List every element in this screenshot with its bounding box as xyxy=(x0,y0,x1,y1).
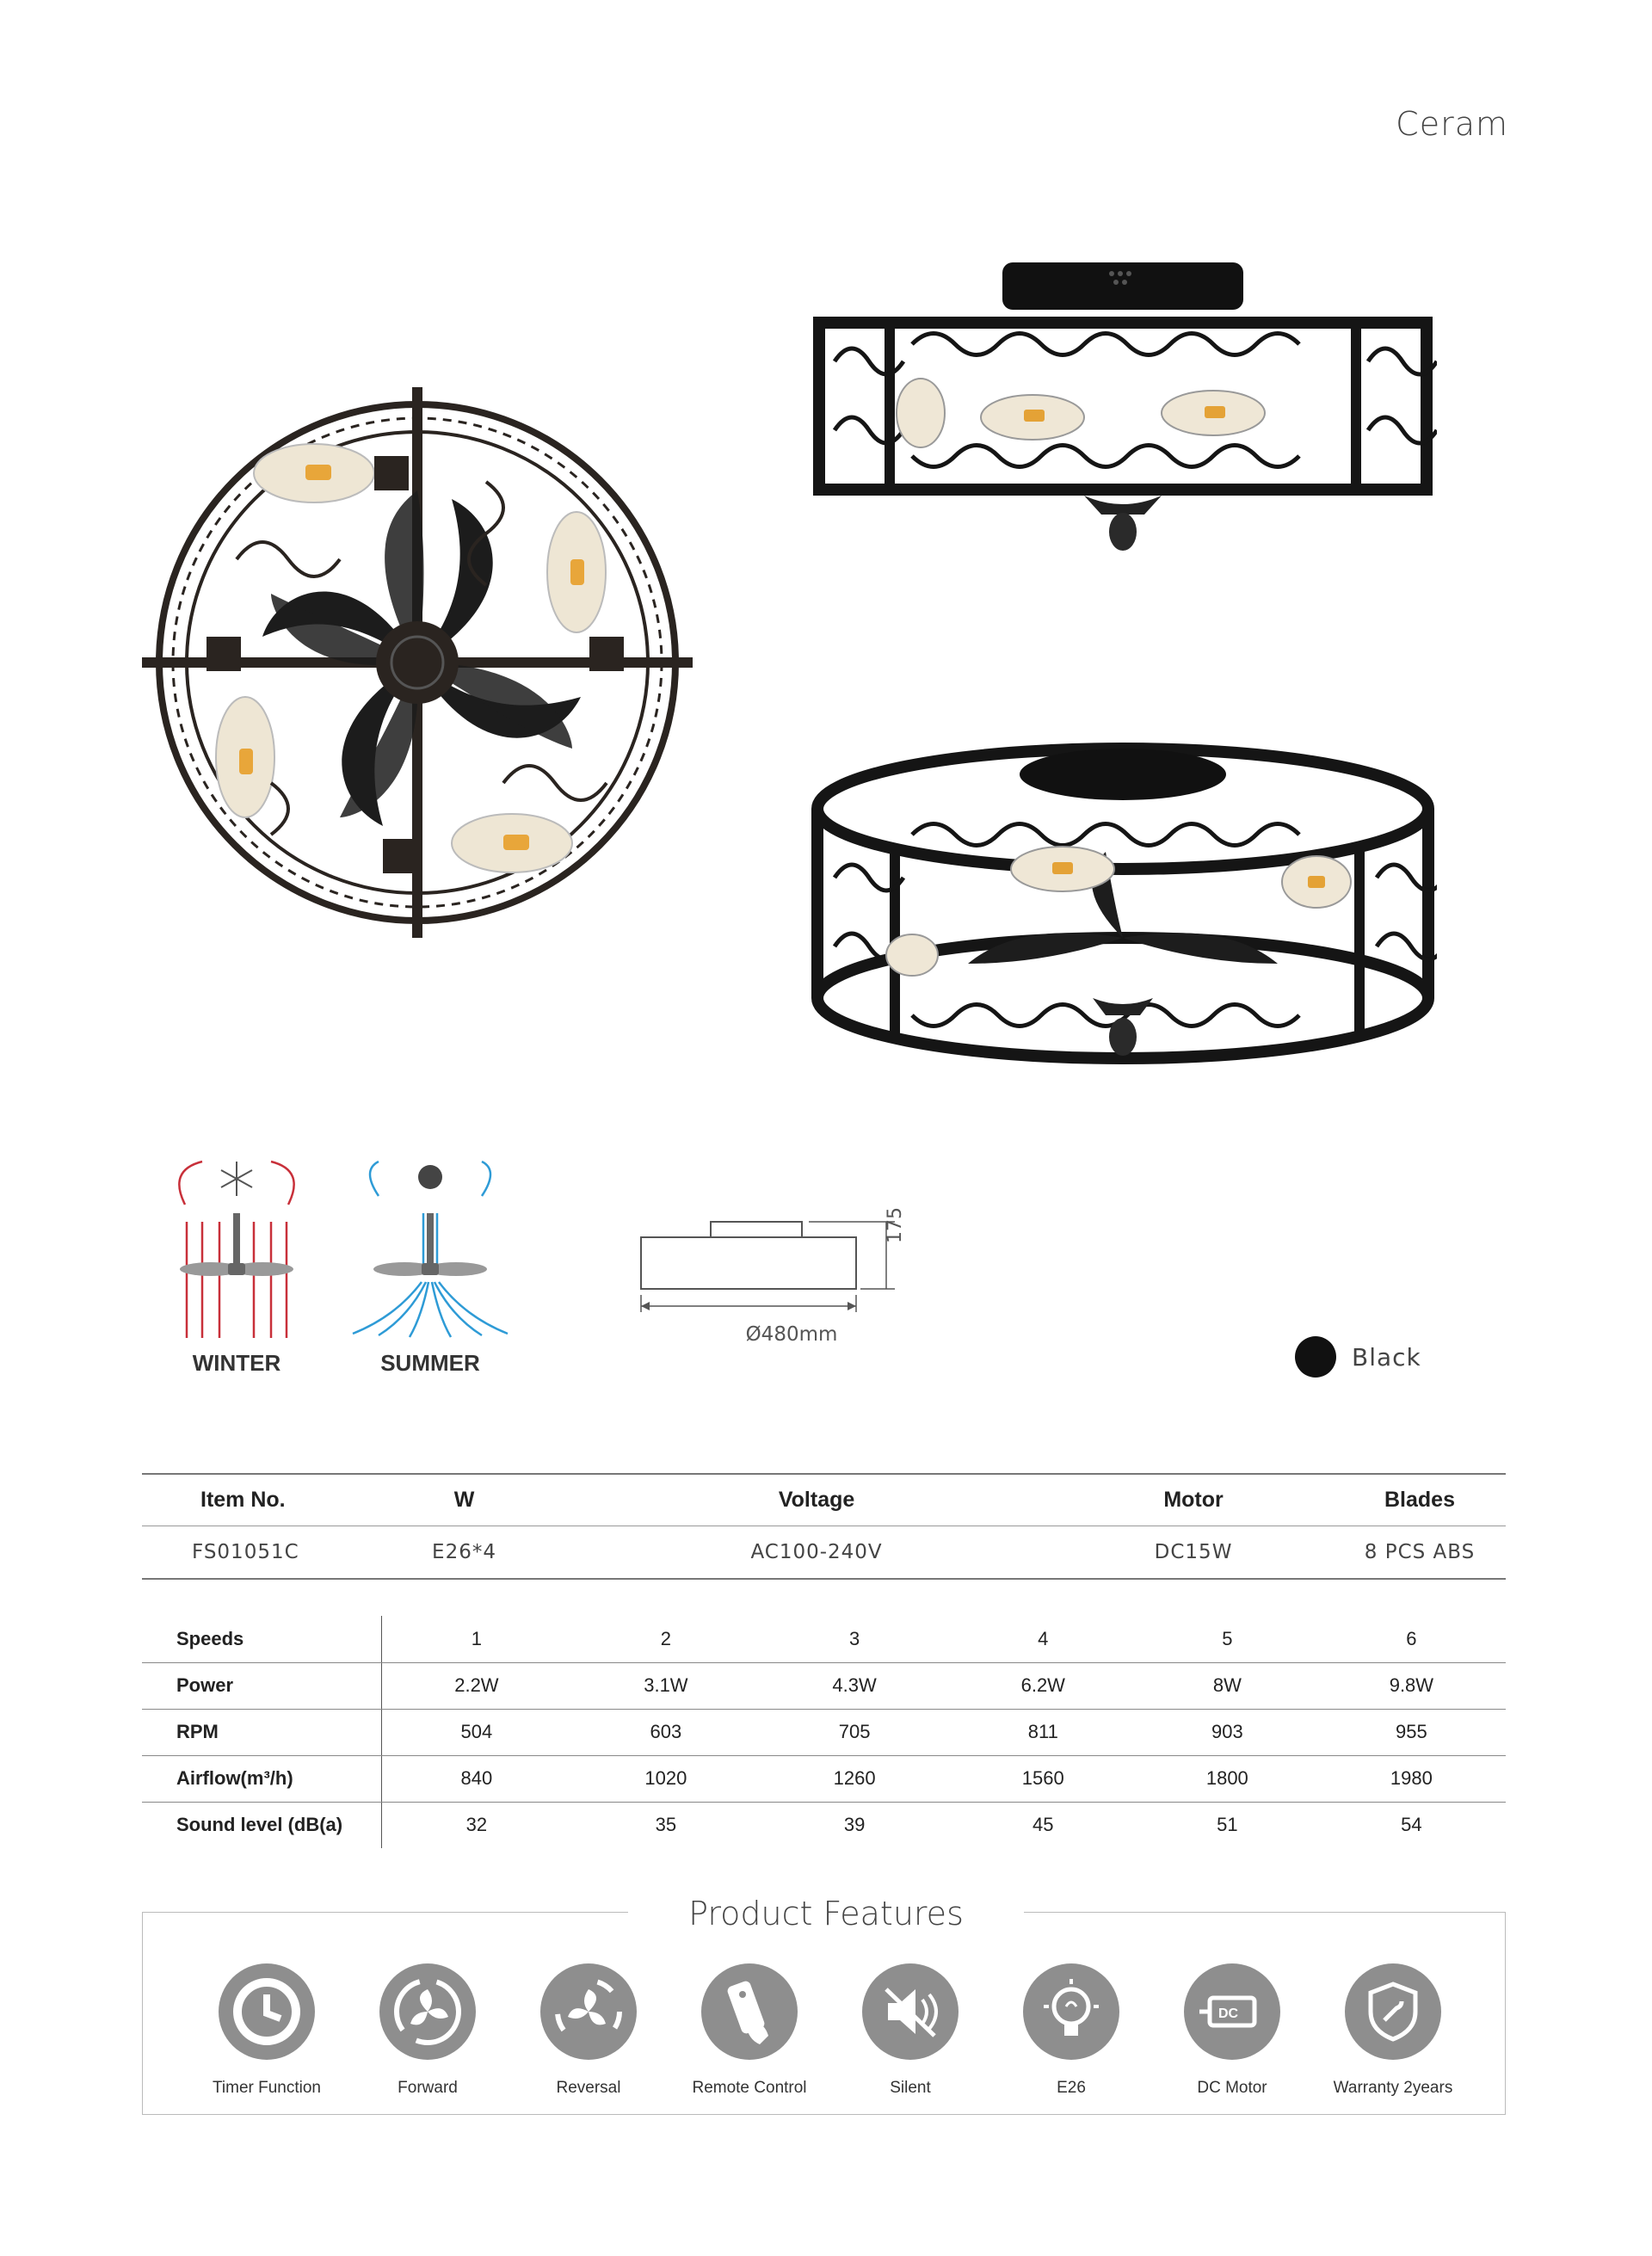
table-row xyxy=(142,1802,1506,1848)
feature-label: E26 xyxy=(1057,2079,1086,2097)
spec-blades: 8 PCS ABS xyxy=(1334,1526,1506,1579)
table-cell: 39 xyxy=(843,1814,866,1836)
forward-fan-icon xyxy=(379,1963,476,2060)
table-cell: 504 xyxy=(381,1709,571,1755)
row-label-airflow: Airflow(m³/h) xyxy=(142,1755,381,1802)
spec-header-voltage: Voltage xyxy=(580,1474,1053,1526)
dc-motor-icon xyxy=(1184,1963,1280,2060)
silent-icon xyxy=(862,1963,959,2060)
feature-reversal xyxy=(509,1963,669,2098)
spec-voltage: AC100-240V xyxy=(580,1526,1053,1579)
feature-label: Remote Control xyxy=(692,2079,807,2097)
table-cell: 3 xyxy=(761,1616,949,1662)
table-row xyxy=(142,1662,1506,1709)
table-cell: 1260 xyxy=(761,1755,949,1802)
warranty-icon xyxy=(1345,1963,1441,2060)
feature-label: Warranty 2years xyxy=(1333,2079,1453,2097)
table-cell: 6.2W xyxy=(949,1662,1137,1709)
table-cell: 4.3W xyxy=(761,1662,949,1709)
feature-e26 xyxy=(991,1963,1151,2098)
feature-label: Silent xyxy=(890,2079,931,2097)
product-photo-top-view xyxy=(142,387,693,938)
spec-header-w: W xyxy=(348,1474,580,1526)
table-cell: 1020 xyxy=(571,1755,760,1802)
remote-icon xyxy=(701,1963,798,2060)
row-label-sound-level: Sound level (dB(a) xyxy=(142,1802,381,1848)
table-cell: 1980 xyxy=(1317,1755,1506,1802)
features-title: Product Features xyxy=(628,1895,1024,1932)
product-photo-angled-view xyxy=(809,740,1437,1084)
table-cell: 903 xyxy=(1137,1709,1317,1755)
winter-label: WINTER xyxy=(192,1350,281,1376)
table-cell: 2 xyxy=(571,1616,760,1662)
table-cell: 32 xyxy=(465,1814,488,1836)
product-photo-side-view xyxy=(809,258,1437,576)
bulb-icon xyxy=(1023,1963,1119,2060)
color-name: Black xyxy=(1352,1342,1421,1371)
table-cell: 35 xyxy=(655,1814,677,1836)
feature-remote xyxy=(669,1963,829,2098)
svg-text:DC: DC xyxy=(1218,2006,1239,2021)
color-option xyxy=(1295,1336,1421,1378)
table-cell: 603 xyxy=(571,1709,760,1755)
table-cell: 1 xyxy=(381,1616,571,1662)
feature-timer xyxy=(187,1963,347,2098)
table-cell: 9.8W xyxy=(1317,1662,1506,1709)
row-label-rpm: RPM xyxy=(142,1709,381,1755)
table-cell: 51 xyxy=(1217,1814,1238,1836)
timer-icon xyxy=(219,1963,315,2060)
table-cell: 54 xyxy=(1401,1814,1422,1836)
table-cell: 3.1W xyxy=(571,1662,760,1709)
width-dimension-label: Ø480mm xyxy=(745,1323,838,1346)
table-cell: 1560 xyxy=(949,1755,1137,1802)
spec-header-motor: Motor xyxy=(1053,1474,1334,1526)
feature-label: Reversal xyxy=(556,2079,621,2097)
winter-airflow-diagram xyxy=(151,1153,323,1377)
table-cell: 840 xyxy=(381,1755,571,1802)
table-cell: 955 xyxy=(1317,1709,1506,1755)
table-row xyxy=(142,1709,1506,1755)
reverse-fan-icon xyxy=(540,1963,637,2060)
table-cell: 6 xyxy=(1317,1616,1506,1662)
color-swatch-black xyxy=(1295,1336,1336,1378)
table-cell: 811 xyxy=(949,1709,1137,1755)
height-dimension-label: 175 xyxy=(885,1207,906,1243)
spec-header-item: Item No. xyxy=(142,1474,348,1526)
summer-label: SUMMER xyxy=(380,1350,480,1376)
table-cell: 8W xyxy=(1137,1662,1317,1709)
spec-header-row xyxy=(142,1474,1506,1526)
spec-value-row xyxy=(142,1526,1506,1579)
summer-airflow-diagram xyxy=(344,1153,516,1377)
feature-silent xyxy=(830,1963,990,2098)
spec-table xyxy=(142,1473,1506,1580)
feature-dc-motor xyxy=(1152,1963,1312,2098)
brand-title: Ceram xyxy=(1396,105,1508,143)
performance-table xyxy=(142,1616,1506,1848)
feature-forward xyxy=(348,1963,508,2098)
table-row xyxy=(142,1755,1506,1802)
dimension-drawing xyxy=(637,1205,929,1351)
table-row xyxy=(142,1616,1506,1662)
table-cell: 705 xyxy=(761,1709,949,1755)
table-cell: 45 xyxy=(1032,1814,1054,1836)
spec-motor: DC15W xyxy=(1053,1526,1334,1579)
feature-label: Timer Function xyxy=(213,2079,321,2097)
feature-label: Forward xyxy=(398,2079,458,2097)
spec-item-no: FS01051C xyxy=(142,1526,348,1579)
table-cell: 5 xyxy=(1137,1616,1317,1662)
row-label-speeds: Speeds xyxy=(142,1616,381,1662)
row-label-power: Power xyxy=(142,1662,381,1709)
spec-w: E26*4 xyxy=(348,1526,580,1579)
table-cell: 2.2W xyxy=(381,1662,571,1709)
feature-label: DC Motor xyxy=(1197,2079,1267,2097)
feature-warranty xyxy=(1313,1963,1473,2098)
table-cell: 1800 xyxy=(1137,1755,1317,1802)
table-cell: 4 xyxy=(949,1616,1137,1662)
spec-header-blades: Blades xyxy=(1334,1474,1506,1526)
